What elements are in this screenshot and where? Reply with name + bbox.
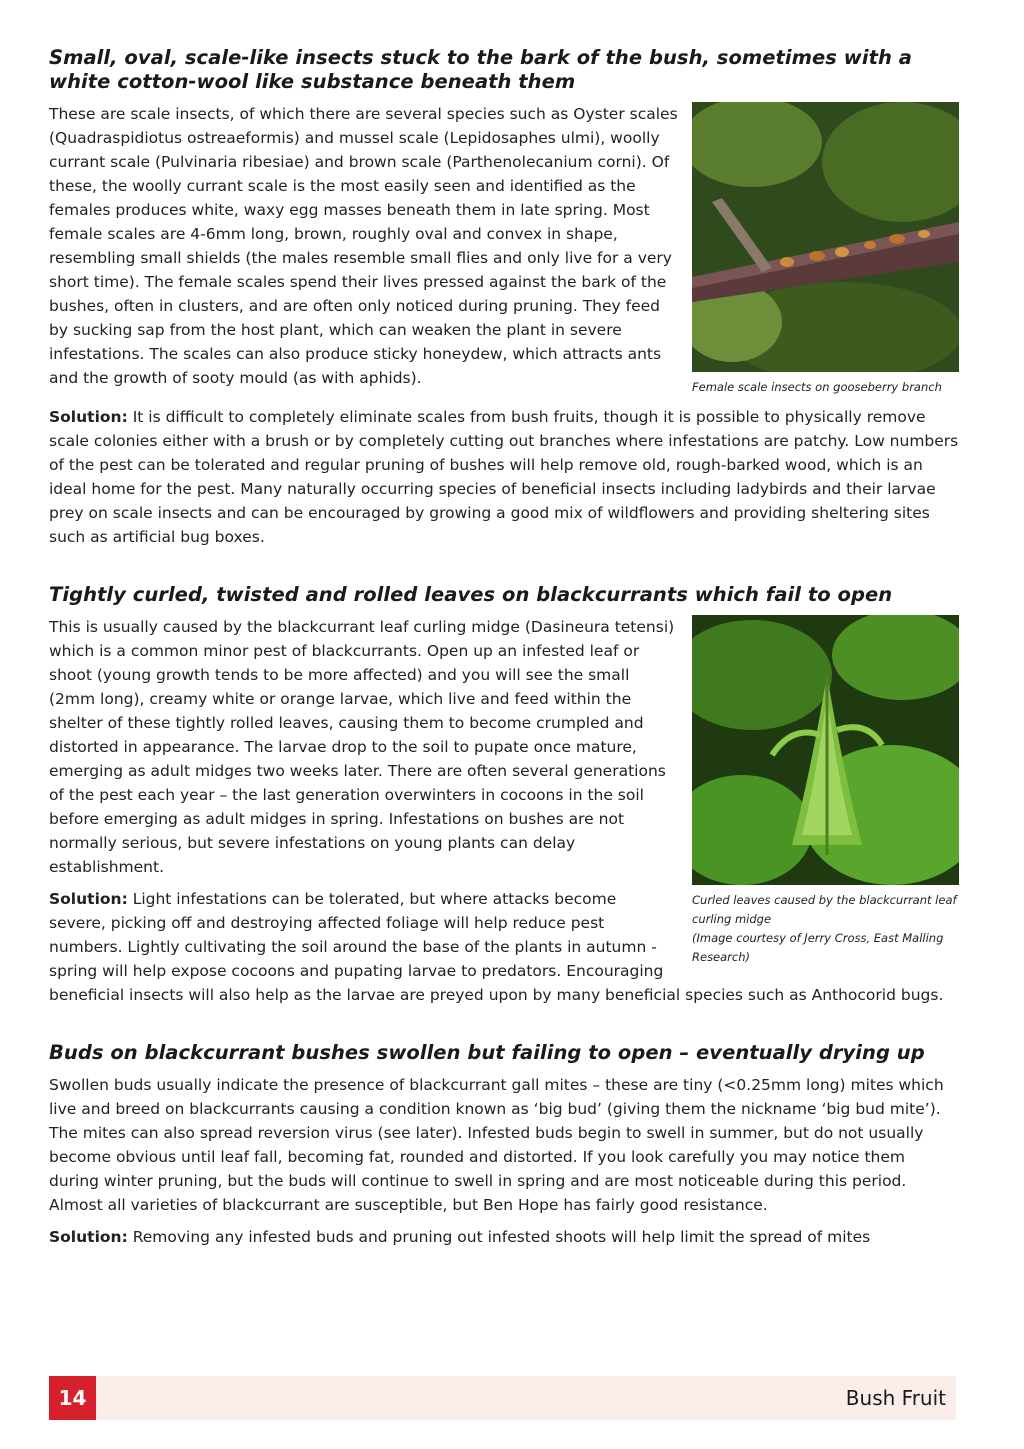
section-heading: Buds on blackcurrant bushes swollen but failing to open – eventually drying up xyxy=(49,1041,925,1064)
section-gall-mites xyxy=(49,1041,959,1249)
page-footer xyxy=(49,1376,956,1420)
solution-paragraph xyxy=(49,405,959,549)
solution-text: Removing any infested buds and pruning out infested shoots will help limit the spread of mites xyxy=(127,1228,871,1246)
solution-label: Solution: xyxy=(49,1228,128,1246)
solution-text: Light infestations can be tolerated, but where attacks become severe, picking off and destroying affected foliage will help reduce pest numbers. Lightly cultivating the soil around the base of the plants in autumn - spring will help expose cocoons and pupating larvae to predators. Encouraging beneficial insects will also help as the larvae are preyed upon by many beneficial species such as Anthocorid bugs. xyxy=(49,890,944,1004)
solution-label: Solution: xyxy=(49,890,128,908)
section-body: These are scale insects, of which there are several species such as Oyster scales (Quadraspidiotus ostreaeformis) and mussel scale (Lepidosaphes ulmi), woolly currant scale (Pulvinaria ribesiae) and brown scale (Parthenolecanium corni). Of these, the woolly currant scale is the most easily seen and identified as the females produces white, waxy egg masses beneath them in late spring. Most female scales are 4-6mm long, brown, roughly oval and convex in shape, resembling small shields (the males resemble small flies and only live for a very short time). The female scales spend their lives pressed against the bark of the bushes, often in clusters, and are often only noticed during pruning. They feed by sucking sap from the host plant, which can weaken the plant in severe infestations. The scales can also produce sticky honeydew, which attracts ants and the growth of sooty mould (as with aphids). xyxy=(49,105,678,387)
curled-leaves-photo xyxy=(692,615,959,885)
figure-caption: Female scale insects on gooseberry branch xyxy=(692,380,942,394)
figure-caption xyxy=(692,891,959,967)
section-leaf-midge xyxy=(49,583,959,1007)
footer-section-name: Bush Fruit xyxy=(845,1386,946,1410)
section-scale-insects xyxy=(49,46,959,549)
figure-caption-line2: (Image courtesy of Jerry Cross, East Malling Research) xyxy=(692,931,944,964)
solution-paragraph xyxy=(49,1225,959,1249)
page-number: 14 xyxy=(49,1376,96,1420)
figure-caption-line1: Curled leaves caused by the blackcurrant leaf curling midge xyxy=(692,893,957,926)
section-heading: Small, oval, scale-like insects stuck to the bark of the bush, sometimes with a white cotton-wool like substance beneath them xyxy=(49,46,912,93)
section-body: This is usually caused by the blackcurrant leaf curling midge (Dasineura tetensi) which is a common minor pest of blackcurrants. Open up an infested leaf or shoot (young growth tends to be more affected) and you will see the small (2mm long), creamy white or orange larvae, which live and feed within the shelter of these tightly rolled leaves, causing them to become crumpled and distorted in appearance. The larvae drop to the soil to pupate once mature, emerging as adult midges two weeks later. There are often several generations of the pest each year – the last generation overwinters in cocoons in the soil before emerging as adult midges in spring. Infestations on bushes are not normally serious, but severe infestations on young plants can delay establishment. xyxy=(49,618,675,876)
page-content xyxy=(49,46,959,1249)
section-body: Swollen buds usually indicate the presence of blackcurrant gall mites – these are tiny (<0.25mm long) mites which live and breed on blackcurrants causing a condition known as ‘big bud’ (giving them the nickname ‘big bud mite’). The mites can also spread reversion virus (see later). Infested buds begin to swell in summer, but do not usually become obvious until leaf fall, becoming fat, rounded and distorted. If you look carefully you may notice them during winter pruning, but the buds will continue to swell in spring and are most noticeable during this period. Almost all varieties of blackcurrant are susceptible, but Ben Hope has fairly good resistance. xyxy=(49,1076,944,1214)
figure-curled-leaves xyxy=(692,615,959,967)
section-heading: Tightly curled, twisted and rolled leaves on blackcurrants which fail to open xyxy=(49,583,893,606)
solution-label: Solution: xyxy=(49,408,128,426)
scale-insects-photo xyxy=(692,102,959,372)
solution-text: It is difficult to completely eliminate scales from bush fruits, though it is possible to physically remove scale colonies either with a brush or by completely cutting out branches where infestations are patchy. Low numbers of the pest can be tolerated and regular pruning of bushes will help remove old, rough-barked wood, which is an ideal home for the pest. Many naturally occurring species of beneficial insects including ladybirds and their larvae prey on scale insects and can be encouraged by growing a good mix of wildflowers and providing sheltering sites such as artificial bug boxes. xyxy=(49,408,959,546)
figure-scale-insects xyxy=(692,102,959,397)
